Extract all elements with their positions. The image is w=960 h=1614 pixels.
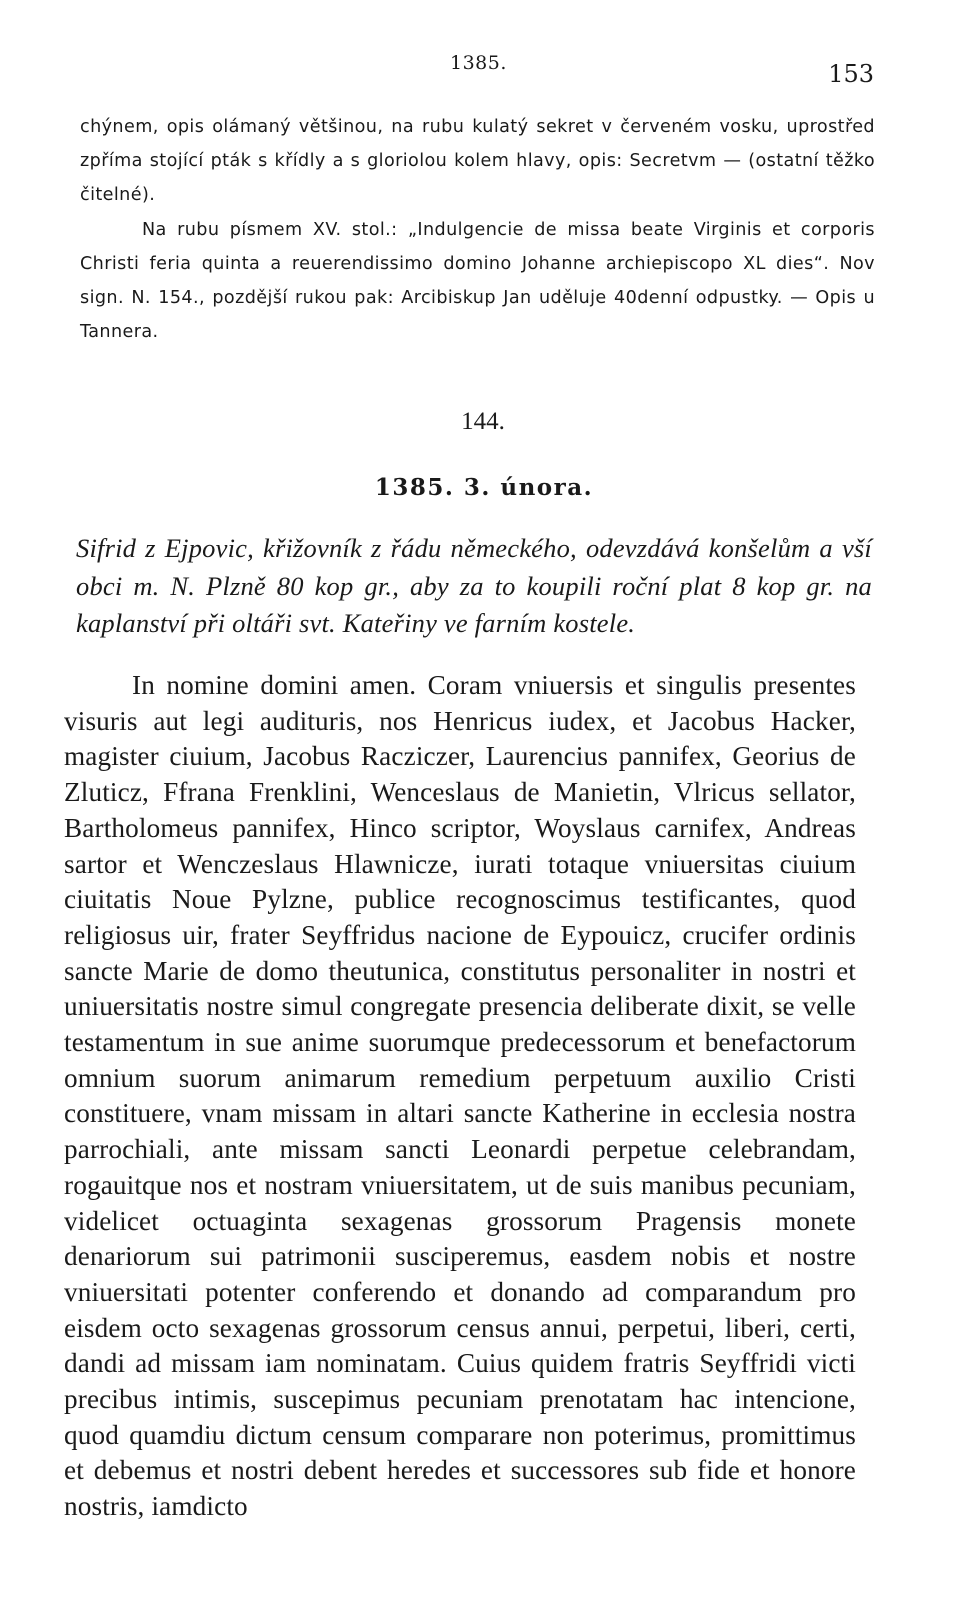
preceding-document-note [80, 110, 875, 349]
document-number: 144. [461, 408, 505, 435]
charter-paragraph: In nomine domini amen. Coram vniuersis et singulis presentes visuris aut legi audituris, nos Henricus iudex, et Jacobus Hacker, magister ciuium, Jacobus Racziczer, Laurencius pannifex, Georius de Zluticz, Ffrana Frenklini, Wenceslaus de Manietin, Vlricus sellator, Bartholomeus pannifex, Hinco scriptor, Woyslaus carnifex, Andreas sartor et Wenczeslaus Hlawnicze, iurati totaque vniuersitas ciuium ciuitatis Noue Pylzne, publice recognoscimus testificantes, quod religiosus uir, frater Seyffridus nacione de Eypouicz, crucifer ordinis sancte Marie de domo theutunica, constitutus personaliter in nostri et uniuersitatis nostre simul congregate presencia deliberate dixit, se velle testamentum in sue anime suorumque predecessorum et benefactorum omnium suorum animarum remedium perpetuum auxilio Cristi constituere, vnam missam in altari sancte Katherine in ecclesia nostra parrochiali, ante missam sancti Leonardi perpetue celebrandam, rogauitque nos et nostram vniuersitatem, ut de suis manibus pecuniam, videlicet octuaginta sexagenas grossorum Pragensis monete denariorum sui patrimonii susciperemus, easdem nobis et nostre vniuersitati potenter conferendo et donando ad comparandum pro eisdem octo sexagenas grossorum census annui, perpetui, liberi, certi, dandi ad missam iam nominatam. Cuius quidem fratris Seyffridi victi precibus intimis, suscepimus pecuniam prenotatam hac intencione, quod quamdiu dictum censum comparare non poterimus, promittimus et debemus et nostri debent heredes et successores sub fide et honore nostris, iamdicto [64, 670, 856, 1522]
note-paragraph-verso: Na rubu písmem XV. stol.: „Indulgencie de missa beate Virginis et corporis Christi feria quinta a reuerendissimo domino Johanne archiepiscopo XL dies“. Nov sign. N. 154., pozdější rukou pak: Arcibiskup Jan uděluje 40denní odpustky. — Opis u Tannera. [80, 219, 875, 343]
running-head [78, 46, 878, 86]
charter-text [64, 668, 856, 1525]
regest-text: Sifrid z Ejpovic, křižovník z řádu německého, odevzdává konšelům a vší obci m. N. Plzně 80 kop gr., aby za to koupili roční plat 8 kop gr. na kaplanství při oltáři svt. Kateřiny ve farním kostele. [76, 533, 872, 638]
document-date: 1385. 3. února. [374, 474, 594, 501]
running-head-year: 1385. [450, 52, 507, 74]
document-regest [76, 530, 872, 643]
note-paragraph-seal: chýnem, opis olámaný většinou, na rubu kulatý sekret v červeném vosku, uprostřed zpříma stojící pták s křídly a s gloriolou kolem hlavy, opis: Secretvm — (ostatní těžko čitelné). [80, 117, 875, 206]
page-number: 153 [828, 60, 874, 88]
